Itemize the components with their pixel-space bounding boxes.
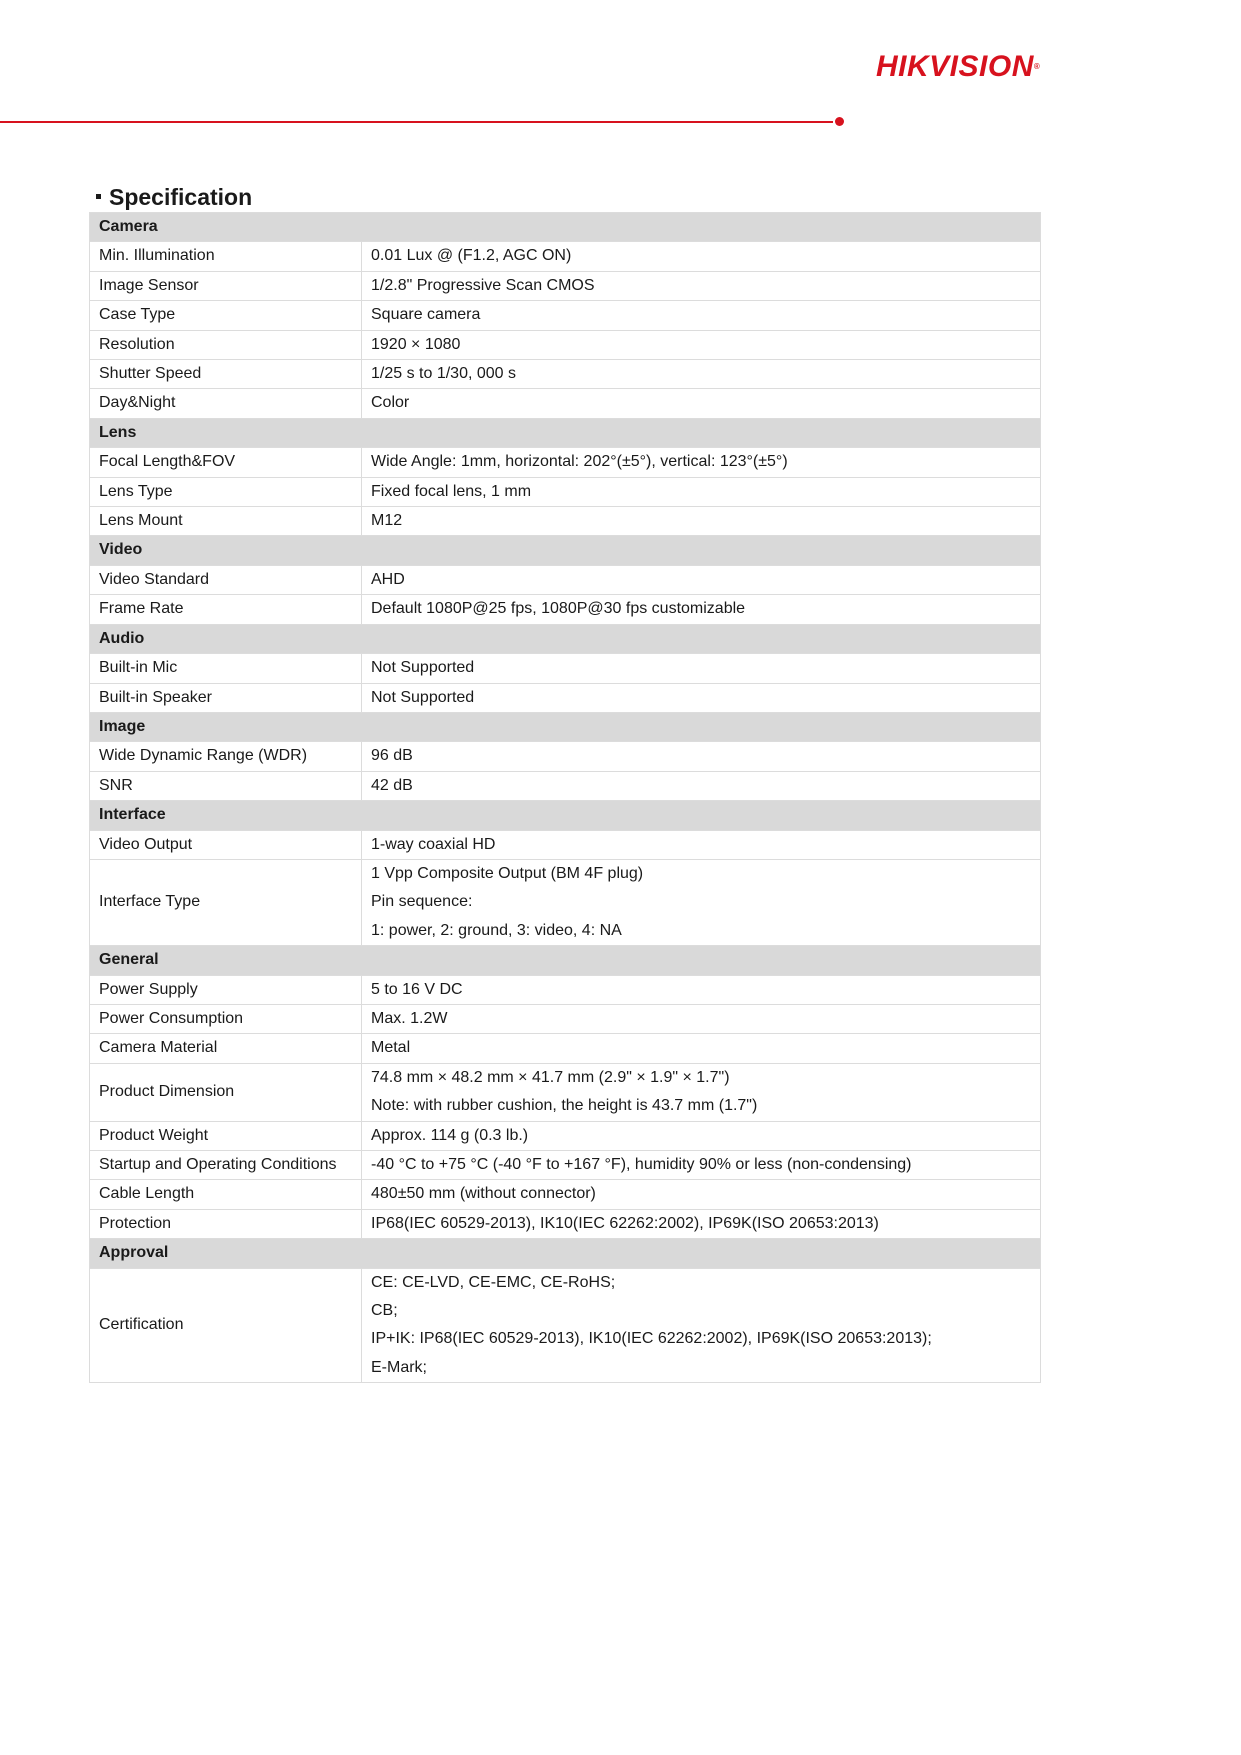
section-title: Interface: [90, 801, 1041, 830]
spec-label: Min. Illumination: [90, 242, 362, 271]
section-header-row: [90, 624, 1041, 653]
spec-row: [90, 830, 1041, 859]
spec-value-line: E-Mark;: [371, 1358, 427, 1376]
section-title: Lens: [90, 418, 1041, 447]
spec-label: Startup and Operating Conditions: [90, 1151, 362, 1180]
header-rule-dot: [835, 117, 844, 126]
spec-row: [90, 389, 1041, 418]
spec-value-line: Metal: [371, 1039, 411, 1057]
section-header-row: [90, 946, 1041, 975]
spec-value-line: Square camera: [371, 306, 481, 324]
spec-label: Video Standard: [90, 565, 362, 594]
spec-value: [362, 1063, 1041, 1121]
spec-value: [362, 565, 1041, 594]
spec-value-line: Note: with rubber cushion, the height is 43.7 mm (1.7"): [371, 1097, 758, 1115]
spec-value: [362, 830, 1041, 859]
spec-row: [90, 1004, 1041, 1033]
section-title: General: [90, 946, 1041, 975]
spec-value: [362, 1268, 1041, 1383]
section-title: Camera: [90, 213, 1041, 242]
spec-value: [362, 975, 1041, 1004]
spec-value: [362, 301, 1041, 330]
spec-value: [362, 683, 1041, 712]
spec-value-line: Not Supported: [371, 688, 475, 706]
spec-label: Built-in Mic: [90, 654, 362, 683]
spec-label: Video Output: [90, 830, 362, 859]
section-title: Approval: [90, 1239, 1041, 1268]
spec-row: [90, 1121, 1041, 1150]
section-header-row: [90, 536, 1041, 565]
section-header-row: [90, 418, 1041, 447]
spec-value: [362, 595, 1041, 624]
spec-value: [362, 1180, 1041, 1209]
spec-label: Focal Length&FOV: [90, 448, 362, 477]
spec-value-line: 1920 × 1080: [371, 335, 461, 353]
spec-row: [90, 683, 1041, 712]
section-title: Image: [90, 712, 1041, 741]
spec-value-line: -40 °C to +75 °C (-40 °F to +167 °F), humidity 90% or less (non-condensing): [371, 1156, 912, 1173]
spec-value: [362, 242, 1041, 271]
spec-value-line: 42 dB: [371, 776, 413, 794]
section-header-row: [90, 801, 1041, 830]
spec-value: [362, 1209, 1041, 1238]
spec-value-line: 1/25 s to 1/30, 000 s: [371, 365, 516, 383]
spec-value-line: IP+IK: IP68(IEC 60529-2013), IK10(IEC 62262:2002), IP69K(ISO 20653:2013);: [371, 1330, 932, 1348]
spec-label: Resolution: [90, 330, 362, 359]
spec-row: [90, 1209, 1041, 1238]
spec-value: [362, 1034, 1041, 1063]
spec-value: [362, 859, 1041, 945]
spec-label: Frame Rate: [90, 595, 362, 624]
spec-label: Cable Length: [90, 1180, 362, 1209]
spec-value-line: M12: [371, 512, 403, 530]
spec-value: [362, 330, 1041, 359]
spec-value: [362, 742, 1041, 771]
spec-value-line: 96 dB: [371, 747, 413, 765]
section-header-row: [90, 1239, 1041, 1268]
spec-value: [362, 1121, 1041, 1150]
spec-label: Product Weight: [90, 1121, 362, 1150]
spec-row: [90, 477, 1041, 506]
spec-label: Image Sensor: [90, 271, 362, 300]
hikvision-logo: HIKVISION®: [876, 50, 1041, 83]
spec-value-line: IP68(IEC 60529-2013), IK10(IEC 62262:2002), IP69K(ISO 20653:2013): [371, 1214, 879, 1232]
spec-label: Product Dimension: [90, 1063, 362, 1121]
logo-text: HIKVISION: [876, 50, 1034, 83]
spec-value: [362, 271, 1041, 300]
spec-row: [90, 1180, 1041, 1209]
spec-row: [90, 1151, 1041, 1180]
spec-label: Camera Material: [90, 1034, 362, 1063]
spec-value: [362, 448, 1041, 477]
spec-value-line: 1-way coaxial HD: [371, 835, 496, 853]
spec-row: [90, 330, 1041, 359]
spec-row: [90, 859, 1041, 945]
spec-label: Day&Night: [90, 389, 362, 418]
spec-row: [90, 360, 1041, 389]
section-title: Video: [90, 536, 1041, 565]
spec-table: [89, 212, 1041, 1383]
section-header-row: [90, 213, 1041, 242]
spec-row: [90, 242, 1041, 271]
spec-row: [90, 1063, 1041, 1121]
spec-value-line: Max. 1.2W: [371, 1009, 448, 1027]
spec-row: [90, 975, 1041, 1004]
spec-label: Shutter Speed: [90, 360, 362, 389]
spec-value: [362, 360, 1041, 389]
spec-label: Case Type: [90, 301, 362, 330]
spec-value-line: 480±50 mm (without connector): [371, 1185, 596, 1203]
heading-text: Specification: [109, 184, 253, 210]
spec-value: [362, 1151, 1041, 1180]
spec-row: [90, 1034, 1041, 1063]
spec-row: [90, 271, 1041, 300]
spec-value: [362, 477, 1041, 506]
spec-value: [362, 771, 1041, 800]
bullet-square-icon: [96, 194, 101, 199]
spec-row: [90, 448, 1041, 477]
section-title: Audio: [90, 624, 1041, 653]
section-header-row: [90, 712, 1041, 741]
spec-value-line: 1 Vpp Composite Output (BM 4F plug): [371, 864, 644, 882]
spec-value-line: Color: [371, 394, 410, 412]
spec-row: [90, 1268, 1041, 1383]
spec-label: Certification: [90, 1268, 362, 1383]
spec-row: [90, 507, 1041, 536]
spec-value-line: Approx. 114 g (0.3 lb.): [371, 1126, 529, 1144]
spec-value-line: Fixed focal lens, 1 mm: [371, 482, 532, 500]
spec-row: [90, 301, 1041, 330]
spec-label: Interface Type: [90, 859, 362, 945]
spec-label: Protection: [90, 1209, 362, 1238]
spec-value-line: CE: CE-LVD, CE-EMC, CE-RoHS;: [371, 1273, 616, 1291]
spec-label: Wide Dynamic Range (WDR): [90, 742, 362, 771]
spec-label: Power Consumption: [90, 1004, 362, 1033]
spec-value-line: 1: power, 2: ground, 3: video, 4: NA: [371, 921, 622, 939]
spec-value-line: CB;: [371, 1302, 398, 1320]
spec-label: Power Supply: [90, 975, 362, 1004]
spec-row: [90, 565, 1041, 594]
spec-value-line: 5 to 16 V DC: [371, 980, 463, 998]
spec-label: Lens Mount: [90, 507, 362, 536]
spec-label: Built-in Speaker: [90, 683, 362, 712]
spec-label: Lens Type: [90, 477, 362, 506]
spec-row: [90, 654, 1041, 683]
spec-value-line: Pin sequence:: [371, 893, 473, 911]
spec-value-line: 74.8 mm × 48.2 mm × 41.7 mm (2.9" × 1.9" × 1.7"): [371, 1068, 730, 1086]
spec-value: [362, 389, 1041, 418]
spec-value-line: Wide Angle: 1mm, horizontal: 202°(±5°), vertical: 123°(±5°): [371, 453, 788, 471]
spec-value-line: 1/2.8" Progressive Scan CMOS: [371, 276, 595, 294]
spec-value: [362, 1004, 1041, 1033]
spec-value-line: Default 1080P@25 fps, 1080P@30 fps customizable: [371, 600, 746, 618]
header-rule: [0, 121, 833, 123]
spec-value-line: AHD: [371, 570, 405, 588]
spec-value: [362, 507, 1041, 536]
spec-value-line: Not Supported: [371, 659, 475, 677]
spec-value: [362, 654, 1041, 683]
spec-row: [90, 742, 1041, 771]
spec-row: [90, 771, 1041, 800]
page-heading: [96, 182, 252, 212]
spec-label: SNR: [90, 771, 362, 800]
spec-value-line: 0.01 Lux @ (F1.2, AGC ON): [371, 247, 572, 265]
spec-row: [90, 595, 1041, 624]
